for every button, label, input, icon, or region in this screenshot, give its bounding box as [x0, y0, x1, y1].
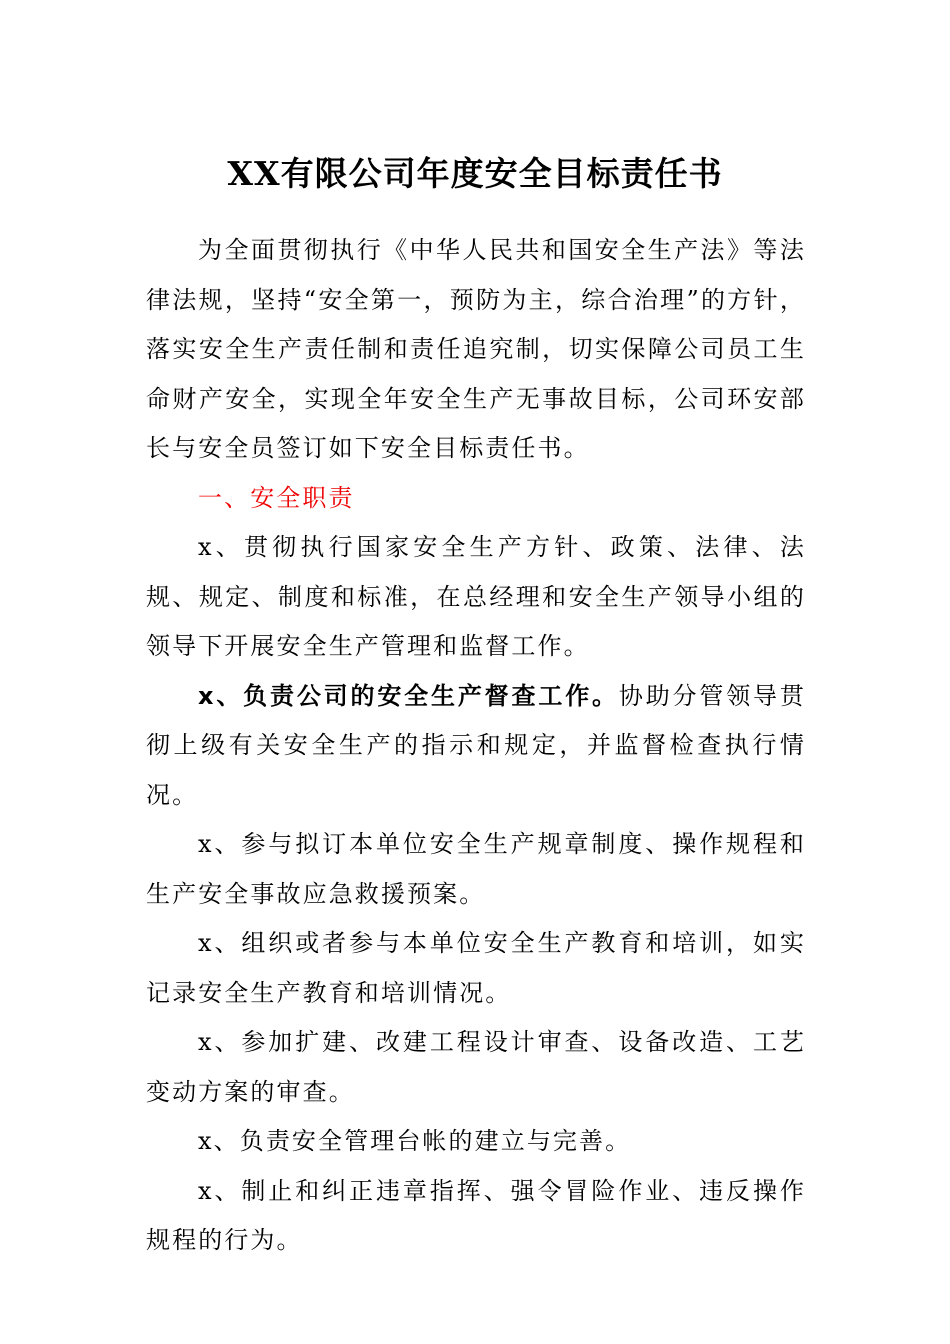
duty-item-text: x、贯彻执行国家安全生产方针、政策、法律、法规、规定、制度和标准，在总经理和安全生产领导小组的领导下开展安全生产管理和监督工作。 — [146, 533, 806, 660]
duty-item-2 — [146, 672, 806, 821]
duty-item-6 — [146, 1117, 806, 1167]
duty-item-7 — [146, 1167, 806, 1266]
document-body — [146, 226, 806, 1266]
duty-item-5 — [146, 1018, 806, 1117]
duty-item-1 — [146, 523, 806, 672]
document-title: XX有限公司年度安全目标责任书 — [227, 154, 723, 193]
duty-item-text: x、参与拟订本单位安全生产规章制度、操作规程和生产安全事故应急救援预案。 — [146, 830, 806, 908]
duty-item-4 — [146, 919, 806, 1018]
duty-item-text: x、负责安全管理台帐的建立与完善。 — [198, 1127, 632, 1155]
section-heading-duties: 一、安全职责 — [198, 483, 355, 512]
duty-item-text: 协助分管领导贯彻上级有关安全生产的指示和规定，并监督检查执行情况。 — [146, 681, 806, 809]
intro-paragraph: 为全面贯彻执行《中华人民共和国安全生产法》等法律法规，坚持“安全第一，预防为主，综合治理”的方针，落实安全生产责任制和责任追究制，切实保障公司员工生命财产安全，实现全年安全生产无事故目标，公司环安部长与安全员签订如下安全目标责任书。 — [146, 236, 806, 462]
duty-item-text: x、组织或者参与本单位安全生产教育和培训，如实记录安全生产教育和培训情况。 — [146, 929, 806, 1007]
duty-item-text: x、制止和纠正违章指挥、强令冒险作业、违反操作规程的行为。 — [146, 1176, 806, 1254]
duty-item-text: x、参加扩建、改建工程设计审查、设备改造、工艺变动方案的审查。 — [146, 1028, 806, 1106]
duty-item-3 — [146, 820, 806, 919]
duty-item-lead: x、负责公司的安全生产督查工作。 — [198, 681, 619, 710]
